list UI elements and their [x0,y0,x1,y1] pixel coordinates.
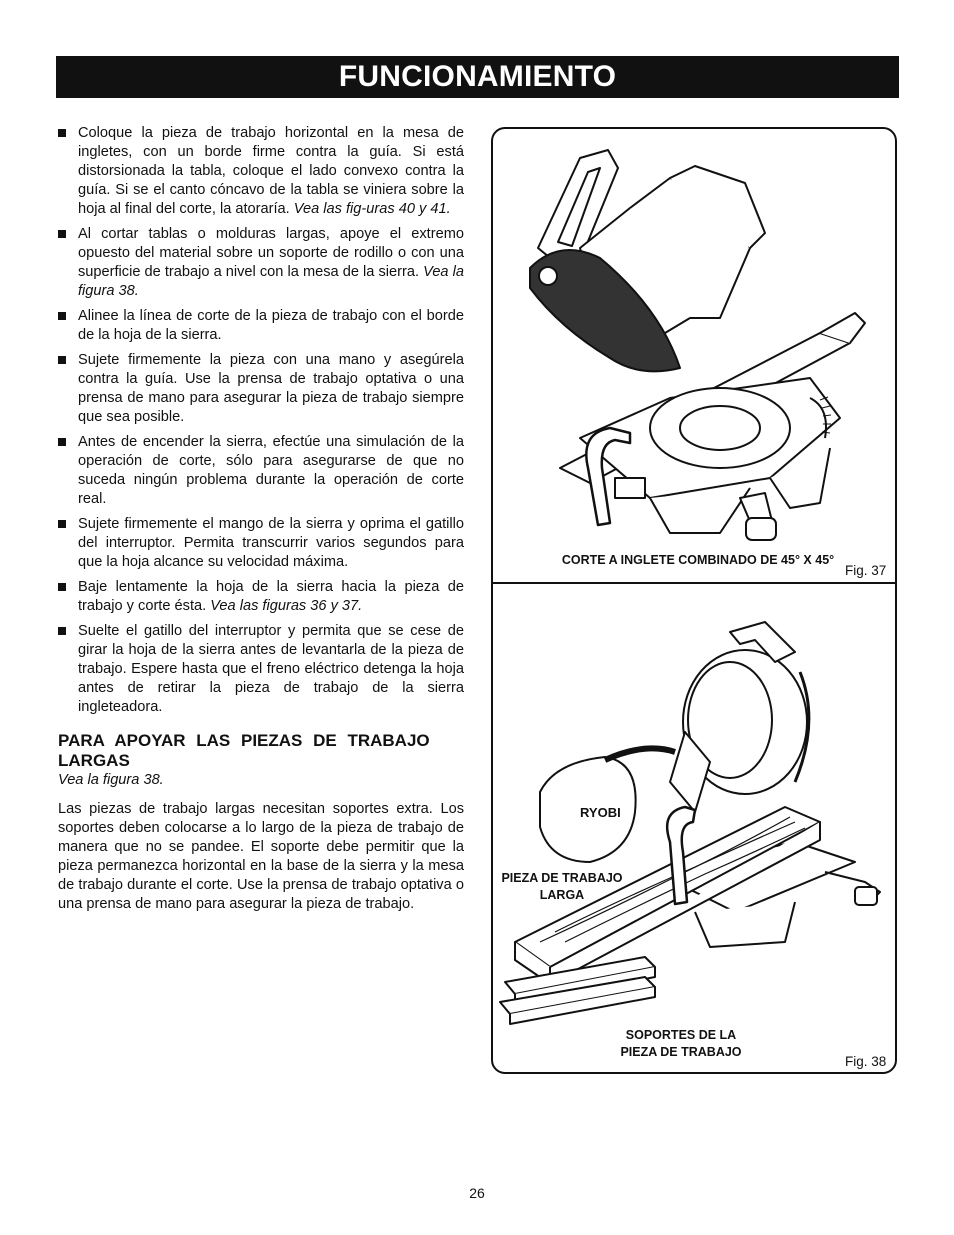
bullet-text: Baje lentamente la hoja de la sierra hacia la pieza de trabajo y corte ésta. [78,579,464,614]
figure-reference: Vea las figuras 36 y 37. [210,598,363,614]
list-item [58,622,464,717]
workpiece-label [496,870,628,904]
bullet-text: Alinee la línea de corte de la pieza de trabajo con el borde de la hoja de la sierra. [78,308,464,343]
miter-saw-long-workpiece-illustration [495,612,890,1032]
miter-saw-compound-illustration [520,138,890,548]
section-title-banner [56,56,899,98]
bullet-text: Suelte el gatillo del interruptor y permita que se cese de girar la hoja de la sierra antes de levantarla de la pieza de trabajo. Espere hasta que el freno eléctrico detenga la hoja antes de retirar la pieza de trabajo de la sierra ingleteadora. [78,623,464,715]
page-number: 26 [469,1185,485,1201]
workpiece-label-line2: LARGA [539,888,585,902]
supports-label-line2: PIEZA DE TRABAJO [620,1045,742,1059]
supports-label-line1: SOPORTES DE LA [625,1028,737,1042]
supports-label [600,1027,762,1061]
bullet-square-icon [58,520,66,528]
list-item [58,225,464,301]
instructions-column [58,124,464,914]
instruction-list [58,124,464,717]
figure-divider [491,582,897,584]
figure-38-number: Fig. 38 [845,1054,887,1069]
list-item [58,578,464,616]
section-heading: PARA APOYAR LAS PIEZAS DE TRABAJO LARGAS [58,731,430,770]
list-item [58,307,464,345]
section-body-text: Las piezas de trabajo largas necesitan soportes extra. Los soportes deben colocarse a lo largo de la pieza de trabajo de manera que no se pandee. El soporte debe permitir que la pieza permanezca horizontal en la base de la sierra y la mesa de trabajo durante el corte. Use la prensa de trabajo optativa o una prensa de mano para asegurar la pieza de trabajo. [58,801,464,912]
bullet-text: Al cortar tablas o molduras largas, apoye el extremo opuesto del material sobre un soporte de rodillo o con una superficie de trabajo a nivel con la mesa de la sierra. [78,226,464,280]
page-title: FUNCIONAMIENTO [338,60,617,93]
list-item [58,351,464,427]
bullet-text: Sujete firmemente el mango de la sierra y oprima el gatillo del interruptor. Permita transcurrir varios segundos para que la hoja alcance su velocidad máxima. [78,516,464,570]
workpiece-label-line1: PIEZA DE TRABAJO [501,871,623,885]
bullet-text: Sujete firmemente la pieza con una mano y asegúrela contra la guía. Use la prensa de trabajo optativa o una prensa de mano para asegurar la pieza de trabajo siempre que sea posible. [78,352,464,425]
list-item [58,433,464,509]
figure-37-number: Fig. 37 [845,563,887,578]
ryobi-logo: RYOBI [580,805,621,820]
figure-37-caption: CORTE A INGLETE COMBINADO DE 45° X 45° [561,553,835,567]
figure-reference: Vea la figura 38. [78,264,464,299]
bullet-square-icon [58,230,66,238]
bullet-text: Coloque la pieza de trabajo horizontal en la mesa de ingletes, con un borde firme contra la guía. Si está distorsionada la tabla, coloque el lado convexo contra la guía. Si se el canto cóncavo de la tabla se viniera sobre la hoja al final del corte, la atoraría. [78,125,464,217]
figure-reference: Vea las fig-uras 40 y 41. [293,201,451,217]
bullet-square-icon [58,129,66,137]
bullet-square-icon [58,583,66,591]
list-item [58,515,464,572]
bullet-square-icon [58,627,66,635]
bullet-text: Antes de encender la sierra, efectúe una simulación de la operación de corte, sólo para asegurarse de que no suceda ningún problema durante la operación de corte real. [78,434,464,507]
list-item [58,124,464,219]
bullet-square-icon [58,356,66,364]
bullet-square-icon [58,312,66,320]
bullet-square-icon [58,438,66,446]
section-figure-reference: Vea la figura 38. [58,772,164,788]
